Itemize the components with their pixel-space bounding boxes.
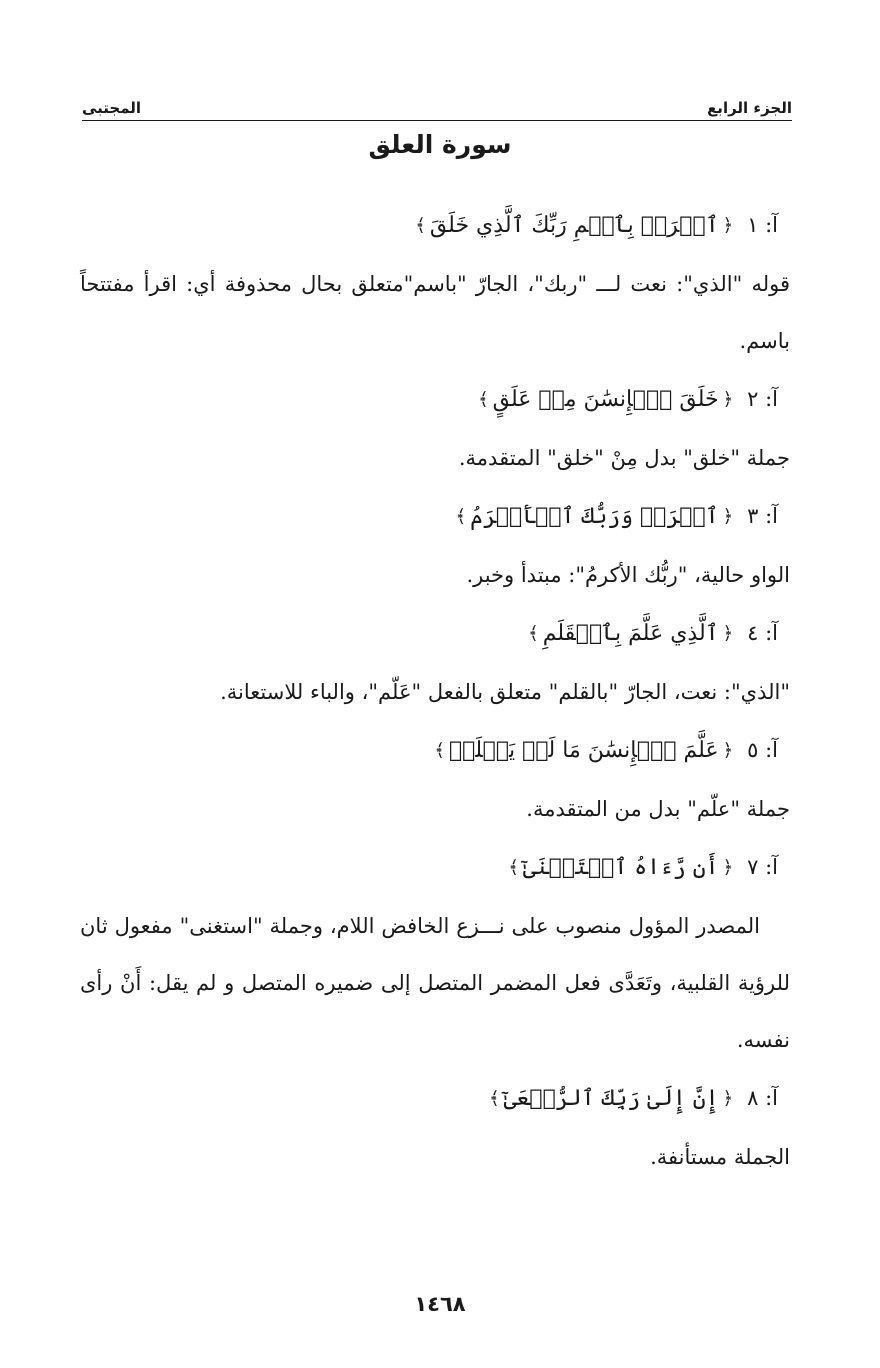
verse-reference: آ: ٢ xyxy=(747,387,778,412)
verse-text: عَلَّمَ ٱلۡإِنسَٰنَ مَا لَمۡ يَعۡلَمۡ xyxy=(448,737,719,763)
header-book-title: المجتبى xyxy=(82,99,142,117)
verse-text: ٱلَّذِي عَلَّمَ بِٱلۡقَلَمِ xyxy=(542,620,719,646)
ornate-bracket-close-icon: ﴾ xyxy=(489,1087,500,1109)
commentary-paragraph: جملة "علّم" بدل من المتقدمة. xyxy=(526,796,790,821)
commentary-paragraph: "الذي": نعت، الجارّ "بالقلم" متعلق بالفعل "عَلّم"، والباء للاستعانة. xyxy=(220,679,790,704)
ornate-bracket-close-icon: ﴾ xyxy=(415,215,426,237)
verse-reference: آ: ١ xyxy=(747,213,778,237)
verse-line xyxy=(80,838,790,898)
ornate-bracket-open-icon: ﴿ xyxy=(722,1087,734,1109)
verse-line xyxy=(80,721,790,781)
commentary-paragraph: جملة "خلق" بدل مِنْ "خلق" المتقدمة. xyxy=(458,445,790,470)
ornate-bracket-close-icon: ﴾ xyxy=(478,389,489,411)
verse-text: ٱقۡرَأۡ وَرَبُّكَ ٱلۡأَكۡرَمُ xyxy=(470,503,719,529)
verse-line xyxy=(80,1069,790,1129)
page-number: ١٤٦٨ xyxy=(414,1292,466,1316)
ornate-bracket-close-icon: ﴾ xyxy=(528,622,539,644)
verse-line xyxy=(80,487,790,547)
verse-line xyxy=(80,370,790,430)
ornate-bracket-open-icon: ﴿ xyxy=(722,215,734,237)
ornate-bracket-open-icon: ﴿ xyxy=(722,389,734,411)
commentary-paragraph: قوله "الذي": نعت لـــ "ربك"، الجارّ "باسم"متعلق بحال محذوفة أي: اقرأ مفتتحاً باسم. xyxy=(80,271,790,353)
verse-reference: آ: ٨ xyxy=(747,1085,778,1110)
header-part-label: الجزء الرابع xyxy=(707,99,792,117)
page-body xyxy=(80,196,790,1186)
ornate-bracket-open-icon: ﴿ xyxy=(722,739,734,761)
commentary-paragraph: المصدر المؤول منصوب على نـــزع الخافض اللام، وجملة "استغنى" مفعول ثان للرؤية القلبية، وتَعَدَّى فعل المضمر المتصل إلى ضميره المتصل و لم يقل: أَنْ رأى نفسه. xyxy=(80,913,790,1052)
verse-text: أَن رَّءَاهُ ٱسۡتَغۡنَىٰٓ xyxy=(522,854,719,880)
ornate-bracket-open-icon: ﴿ xyxy=(722,622,734,644)
verse-line xyxy=(80,196,790,256)
verse-reference: آ: ٧ xyxy=(747,854,778,879)
verse-reference: آ: ٤ xyxy=(747,620,778,645)
ornate-bracket-close-icon: ﴾ xyxy=(455,506,467,527)
verse-text: إِنَّ إِلَىٰ رَبِّكَ ٱلرُّجۡعَىٰٓ xyxy=(503,1085,719,1111)
ornate-bracket-close-icon: ﴾ xyxy=(508,856,519,878)
commentary-paragraph: الجملة مستأنفة. xyxy=(650,1144,790,1169)
ornate-bracket-open-icon: ﴿ xyxy=(722,856,734,878)
verse-reference: آ: ٥ xyxy=(747,737,778,762)
commentary-paragraph: الواو حالية، "ربُّك الأكرمُ": مبتدأ وخبر. xyxy=(466,562,790,587)
verse-reference: آ: ٣ xyxy=(747,503,778,528)
verse-line xyxy=(80,604,790,664)
surah-title: سورة العلق xyxy=(368,130,512,159)
ornate-bracket-open-icon: ﴿ xyxy=(722,506,734,527)
verse-text: خَلَقَ ٱلۡإِنسَٰنَ مِنۡ عَلَقٍ xyxy=(492,387,719,413)
running-header xyxy=(82,92,792,121)
ornate-bracket-close-icon: ﴾ xyxy=(434,739,445,761)
verse-text: ٱقۡرَأۡ بِٱسۡمِ رَبِّكَ ٱلَّذِي خَلَقَ xyxy=(429,213,719,238)
